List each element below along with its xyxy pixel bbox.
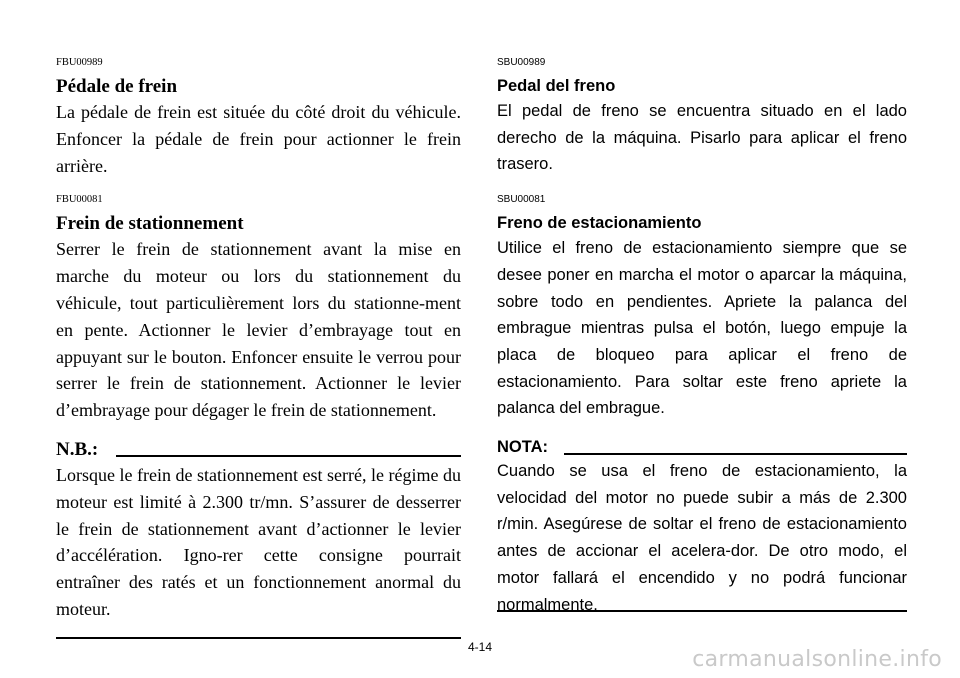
note-text: Lorsque le frein de stationnement est serré, le régime du moteur est limité à 2.300 tr/mn. S’assurer de desserrer le frein de stationnement avant d’actionner le levier d’accélération. Igno-rer cette consigne pourrait entraîner des ratés et un fonctionnement anormal du moteur.	[56, 464, 461, 619]
section-text: Utilice el freno de estacionamiento siempre que se desee poner en marcha el motor o aparcar la máquina, sobre todo en pendientes. Apriete la palanca del embrague mientras pulsa el botón, luego empuje la placa de bloqueo para aplicar el freno de estacionamiento. Para soltar este freno apriete la palanca del embrague.	[497, 239, 907, 418]
note-header	[497, 432, 907, 458]
section-code: FBU00081	[56, 194, 103, 206]
section-code: SBU00989	[497, 57, 546, 68]
note-end-rule	[56, 637, 461, 639]
section-text: Serrer le frein de stationnement avant la mise en marche du moteur ou lors du stationnement du véhicule, tout particulièrement lors du stationne-ment en pente. Actionner le levier d’embrayage tout en appuyant sur le bouton. Enfoncer ensuite le verrou pour serrer le frein de stationnement. Actionner le levier d’embrayage pour dégager le frein de stationnement.	[56, 239, 461, 421]
note-end-rule	[497, 610, 907, 612]
section-text: La pédale de frein est située du côté droit du véhicule. Enfoncer la pédale de frein pour actionner le frein arrière.	[56, 102, 461, 176]
page-number: 4-14	[467, 640, 493, 654]
note-divider	[116, 455, 461, 457]
note-header	[56, 434, 461, 462]
spacer	[497, 422, 907, 432]
note-divider	[564, 453, 907, 455]
section-title: Pédale de frein	[56, 76, 178, 97]
section-code: FBU00989	[56, 57, 103, 68]
note-label: N.B.:	[56, 438, 99, 460]
spanish-column	[497, 56, 907, 618]
section-title: Frein de stationnement	[56, 213, 244, 235]
spacer	[497, 178, 907, 193]
spacer	[56, 179, 461, 193]
spacer	[56, 424, 461, 434]
french-column	[56, 56, 461, 623]
section-title: Pedal del freno	[497, 77, 616, 95]
section-title: Freno de estacionamiento	[497, 214, 702, 233]
section-text: El pedal de freno se encuentra situado en el lado derecho de la máquina. Pisarlo para aplicar el freno trasero.	[497, 102, 907, 174]
note-text: Cuando se usa el freno de estacionamiento, la velocidad del motor no puede subir a más de 2.300 r/min. Asegúrese de soltar el freno de estacionamiento antes de accionar el acelera-dor. De otro modo, el motor fallará el encendido y no podrá funcionar normalmente.	[497, 462, 907, 614]
watermark: carmanualsonline.info	[692, 647, 942, 672]
note-label: NOTA:	[497, 438, 549, 457]
section-code: SBU00081	[497, 194, 546, 206]
